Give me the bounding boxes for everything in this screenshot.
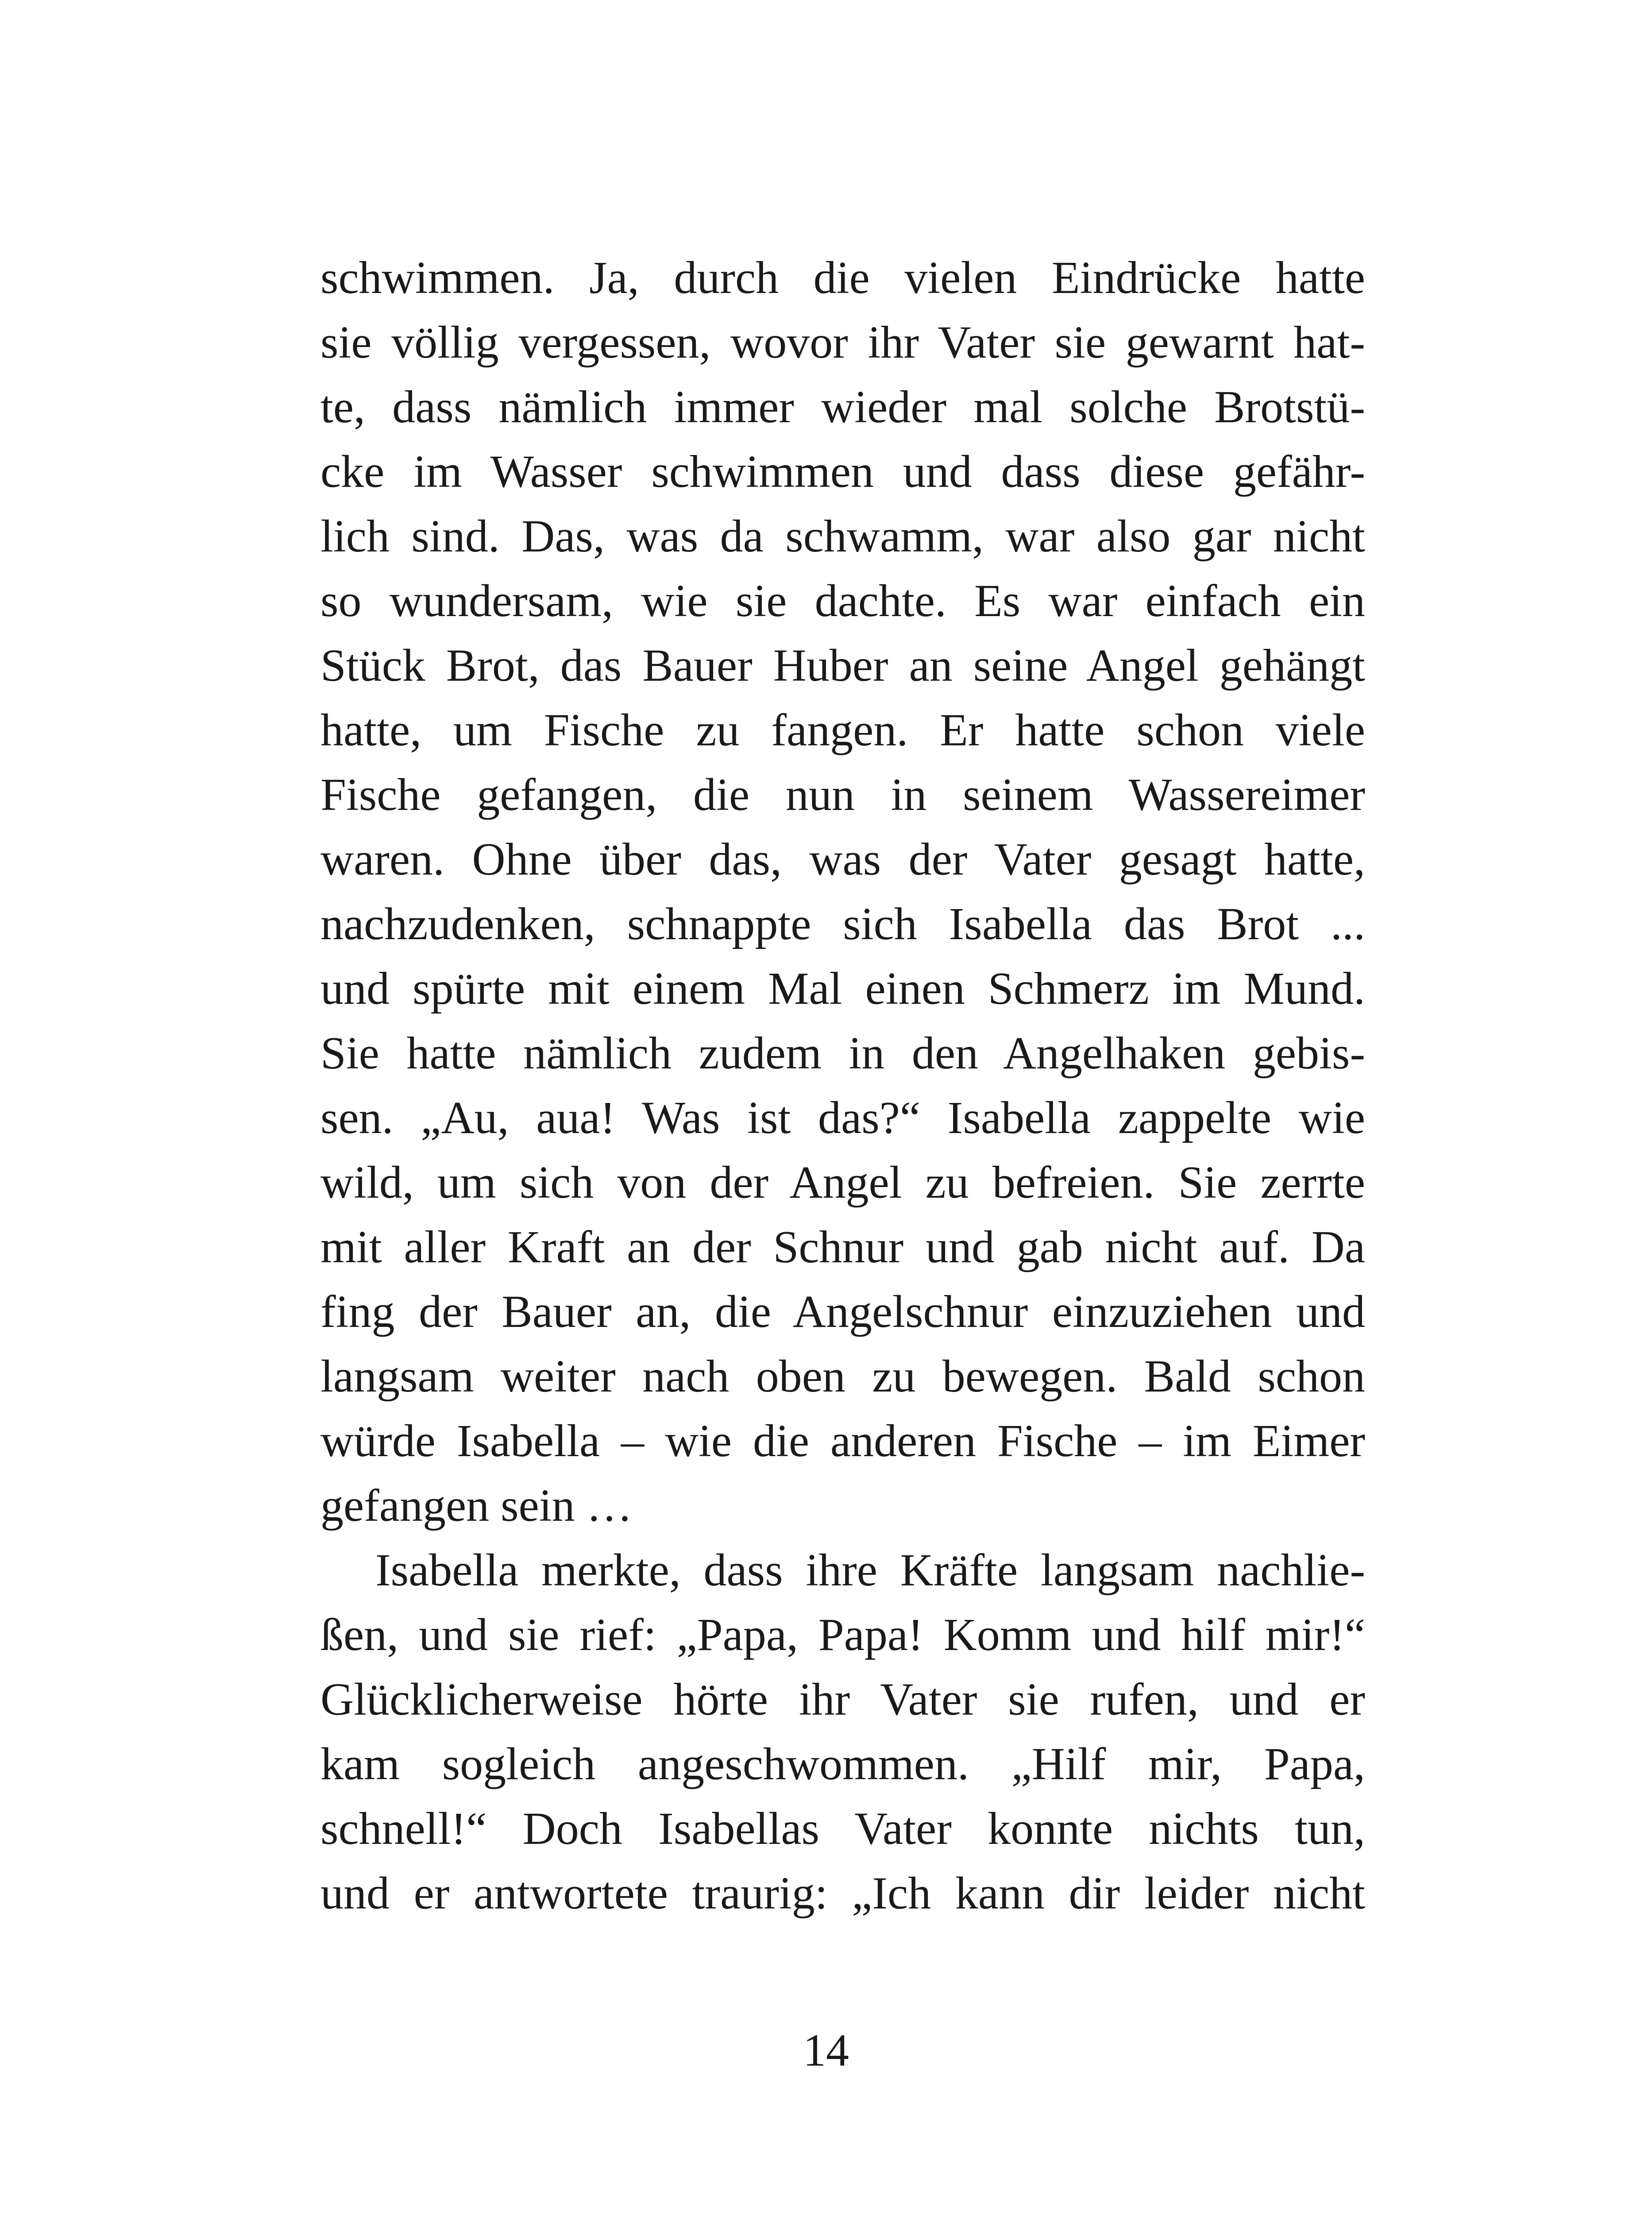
text-line: schnell!“ Doch Isabellas Vater konnte nichts tun,: [320, 1803, 1365, 1854]
text-line: schwimmen. Ja, durch die vielen Eindrücke hatte: [320, 252, 1365, 303]
text-line: Glücklicherweise hörte ihr Vater sie rufen, und er: [320, 1674, 1365, 1725]
text-line: sen. „Au, aua! Was ist das?“ Isabella zappelte wie: [320, 1092, 1365, 1143]
text-line: gefangen sein …: [320, 1480, 633, 1531]
text-line: und spürte mit einem Mal einen Schmerz im Mund.: [320, 963, 1365, 1014]
text-line: langsam weiter nach oben zu bewegen. Bald schon: [320, 1351, 1365, 1402]
text-line: te, dass nämlich immer wieder mal solche Brotstü-: [320, 382, 1365, 432]
text-line: fing der Bauer an, die Angelschnur einzuziehen und: [320, 1286, 1365, 1337]
text-line: Stück Brot, das Bauer Huber an seine Angel gehängt: [320, 640, 1365, 691]
text-line: Sie hatte nämlich zudem in den Angelhaken gebis-: [320, 1028, 1365, 1079]
text-line: lich sind. Das, was da schwamm, war also gar nicht: [320, 511, 1365, 562]
text-line: Isabella merkte, dass ihre Kräfte langsam nachlie-: [375, 1545, 1365, 1596]
text-line: sie völlig vergessen, wovor ihr Vater sie gewarnt hat-: [320, 317, 1365, 368]
text-line: Fische gefangen, die nun in seinem Wassereimer: [320, 769, 1365, 820]
text-line: nachzudenken, schnappte sich Isabella das Brot ...: [320, 898, 1365, 949]
text-line: und er antwortete traurig: „Ich kann dir leider nicht: [320, 1868, 1365, 1919]
text-line: cke im Wasser schwimmen und dass diese gefähr-: [320, 446, 1365, 497]
body-text: [320, 246, 1365, 1926]
text-line: würde Isabella – wie die anderen Fische – im Eimer: [320, 1415, 1365, 1466]
text-line: waren. Ohne über das, was der Vater gesagt hatte,: [320, 834, 1365, 885]
text-line: hatte, um Fische zu fangen. Er hatte schon viele: [320, 705, 1365, 756]
text-line: wild, um sich von der Angel zu befreien. Sie zerrte: [320, 1157, 1365, 1208]
text-line: mit aller Kraft an der Schnur und gab nicht auf. Da: [320, 1222, 1365, 1272]
text-line: ßen, und sie rief: „Papa, Papa! Komm und hilf mir!“: [320, 1609, 1365, 1660]
text-line: kam sogleich angeschwommen. „Hilf mir, Papa,: [320, 1739, 1365, 1789]
page-number: 14: [803, 2025, 849, 2076]
text-line: so wundersam, wie sie dachte. Es war einfach ein: [320, 575, 1365, 626]
